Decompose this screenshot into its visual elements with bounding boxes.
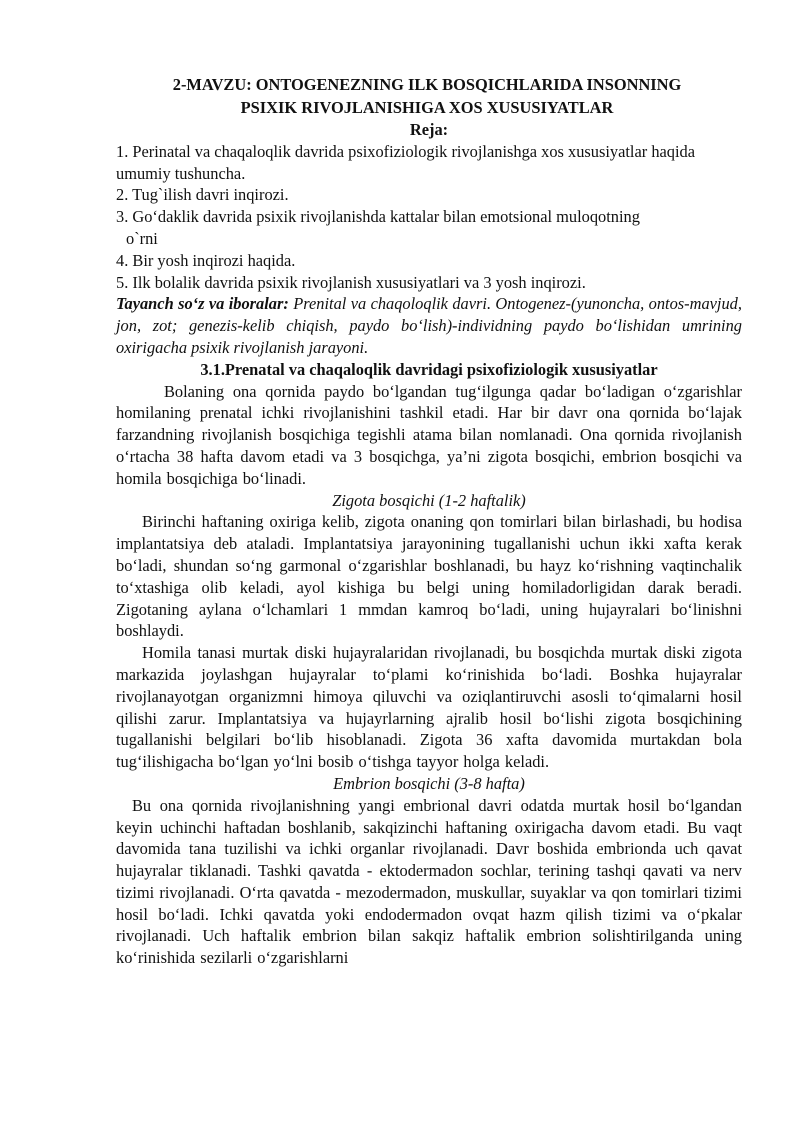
plan-item-5: 5. Ilk bolalik davrida psixik rivojlanish xususiyatlari va 3 yosh inqirozi. — [116, 272, 586, 292]
keywords-label: Tayanch so‘z va iboralar: — [116, 294, 289, 314]
plan-list — [116, 141, 742, 294]
paragraph-zigota: Birinchi haftaning oxiriga kelib, zigota onaning qon tomirlari bilan birlashadi, bu hodisa implantatsiya deb ataladi. Implantatsiya jarayonining tugallanishi uchun ikki xafta kerak bo‘ladi, shundan so‘ng garmonal o‘zgarishlar boshlanadi, bu hayz ko‘rishning vaqtinchalik to‘xtashiga olib keladi, ayol kishiga bu belgi uning homiladorligidan darak beradi. Zigotaning aylana o‘lchamlari 1 mmdan kamroq bo‘ladi, uning hujayralari bo‘linishni boshlaydi. — [116, 512, 742, 641]
title-line-2: PSIXIK RIVOJLANISHIGA XOS XUSUSIYATLAR — [240, 97, 614, 117]
plan-item-4: 4. Bir yosh inqirozi haqida. — [116, 250, 296, 270]
paragraph-embrion: Bu ona qornida rivojlanishning yangi embrional davri odatda murtak hosil bo‘lgandan keyin uchinchi haftadan boshlanib, sakqizinchi haftaning oxirigacha davom etadi. Bu vaqt davomida tana tuzilishi va ichki organlar rivojlanadi. Davr boshida embrionda uch qavat hujayralar tiklanadi. Tashki qavatda - ektodermadon sochlar, terining tashqi qavati va nerv tizimi rivojlanadi. O‘rta qavatda - mezodermadon, muskullar, suyaklar va qon tomirlari tizimi hosil bo‘ladi. Ichki qavatda yoki endodermadon ovqat hazm qilish tizimi va o‘pkalar rivojlanadi. Uch haftalik embrion bilan sakqiz haftalik embrion solishtirilganda uning ko‘rinishida sezilarli o‘zgarishlarni — [116, 795, 742, 968]
page-title — [112, 74, 742, 119]
keywords-text: Prenital va chaqoloqlik davri. Ontogenez-(yunoncha, ontos-mavjud, jon, zot; genezis-kelib chiqish, paydo bo‘lish)-individning paydo bo‘lishidan umrining oxirigacha psixik rivojlanish jarayoni. — [116, 294, 742, 357]
keywords-paragraph — [116, 293, 742, 358]
plan-item-3-continuation: o`rni — [126, 228, 158, 248]
paragraph-prenatal: Bolaning ona qornida paydo bo‘lgandan tug‘ilgunga qadar bo‘ladigan o‘zgarishlar homilaning prenatal ichki rivojlanishini tashkil etadi. Har bir davr ona qornida bo‘lajak farzandning rivojlanish bosqichiga tegishli atama bilan nomlanadi. Ona qornida rivojlanish o‘rtacha 38 hafta davom etadi va 3 bosqichga, ya’ni zigota bosqichi, embrion bosqichi va homila bosqichiga bo‘linadi. — [116, 381, 742, 488]
title-line-1: 2-MAVZU: ONTOGENEZNING ILK BOSQICHLARIDA INSONNING — [172, 75, 682, 94]
plan-item-3: 3. Go‘daklik davrida psixik rivojlanishda kattalar bilan emotsional muloqotning — [116, 207, 640, 227]
plan-item-1: 1. Perinatal va chaqaloqlik davrida psixofiziologik rivojlanishga xos xususiyatlar haqida umumiy tushuncha. — [116, 141, 696, 183]
subheading-zigota: Zigota bosqichi (1-2 haftalik) — [332, 490, 526, 510]
section-heading: 3.1.Prenatal va chaqaloqlik davridagi psixofiziologik xususiyatlar — [200, 359, 658, 379]
plan-item-2: 2. Tug`ilish davri inqirozi. — [116, 185, 289, 205]
paragraph-homila: Homila tanasi murtak diski hujayralaridan rivojlanadi, bu bosqichda murtak diski zigota markazida joylashgan hujayralar to‘plami ko‘rinishida bo‘ladi. Boshka hujayralar rivojlanayotgan organizmni himoya qiluvchi va oziqlantiruvchi asosli to‘qimalarni hosil qilishi zarur. Implantatsiya va hujayrlarning ajralib hosil bo‘lishi zigota bosqichining tugallanishi belgilari bo‘lib hisoblanadi. Zigota 36 xafta davomida murtakdan bola tug‘ilishigacha bo‘lgan yo‘lni bosib o‘tishga tayyor holga keladi. — [116, 643, 742, 772]
subheading-embrion: Embrion bosqichi (3-8 hafta) — [333, 773, 525, 793]
plan-heading: Reja: — [409, 120, 449, 139]
